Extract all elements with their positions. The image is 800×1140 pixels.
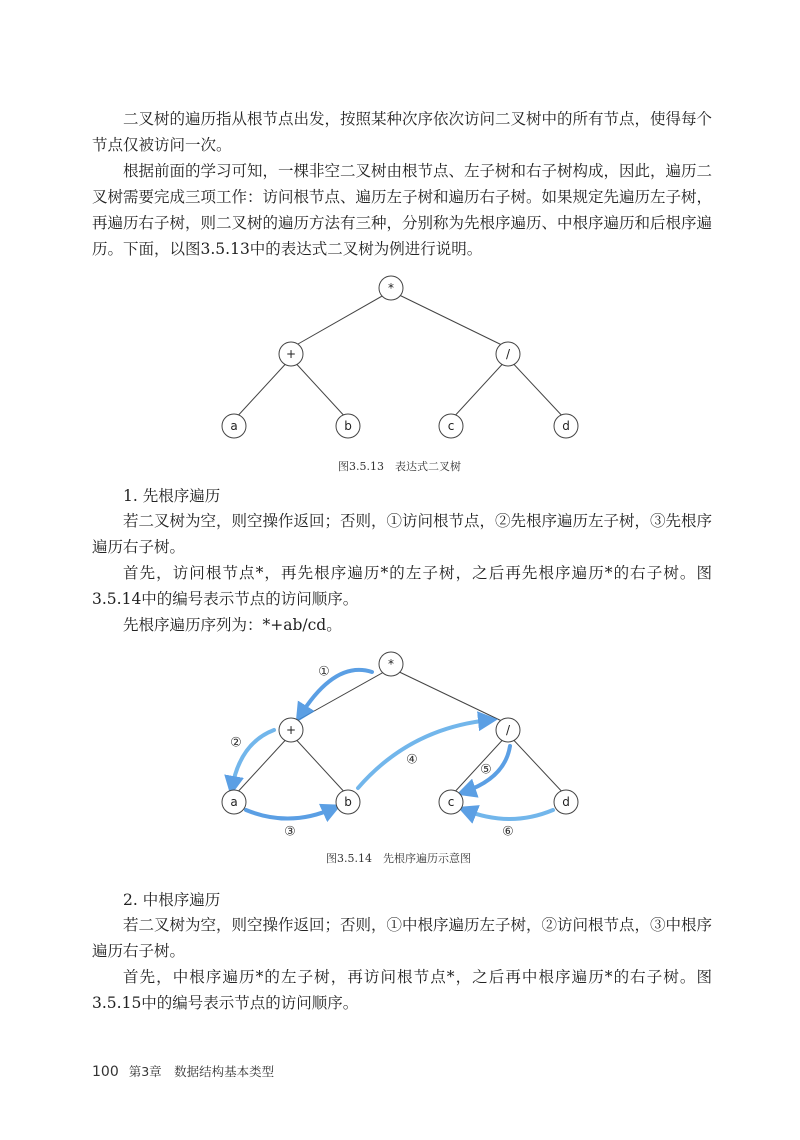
tree-edge xyxy=(391,668,508,724)
svg-text:/: / xyxy=(505,347,511,361)
step-label-6: ⑥ xyxy=(502,824,514,840)
section-1-paragraph-1: 若二叉树为空，则空操作返回；否则，①访问根节点，②先根序遍历左子树，③先根序遍历右子树。 xyxy=(92,512,713,556)
svg-text:c: c xyxy=(447,795,455,809)
tree-edge xyxy=(291,734,348,796)
page-number: 100 xyxy=(92,1064,119,1080)
tree-edge xyxy=(508,358,566,420)
step-label-4: ④ xyxy=(406,752,418,768)
section-1-heading: 1. 先根序遍历 xyxy=(123,487,221,505)
tree-edge xyxy=(451,358,508,420)
preorder-traversal-figure xyxy=(0,648,800,848)
tree-node-a xyxy=(222,790,246,814)
tree-node-slash xyxy=(496,342,520,366)
step-label-2: ② xyxy=(230,735,242,751)
intro-paragraph-1: 二叉树的遍历指从根节点出发，按照某种次序依次访问二叉树中的所有节点，使得每个节点仅被访问一次。 xyxy=(92,110,713,154)
svg-text:c: c xyxy=(447,419,455,433)
tree-node-b xyxy=(336,790,360,814)
tree-node-c xyxy=(439,790,463,814)
tree-edge xyxy=(291,291,391,348)
svg-text:*: * xyxy=(388,281,394,295)
section-1-paragraph-2: 首先，访问根节点*，再先根序遍历*的左子树，之后再先根序遍历*的右子树。图3.5.14中的编号表示节点的访问顺序。 xyxy=(92,564,712,608)
page-footer xyxy=(92,1062,274,1080)
section-1-paragraph-3: 先根序遍历序列为：*+ab/cd。 xyxy=(123,616,342,634)
svg-text:b: b xyxy=(344,419,352,433)
svg-text:b: b xyxy=(344,795,352,809)
tree-node-b xyxy=(336,414,360,438)
tree-node-slash xyxy=(496,718,520,742)
step-label-3: ③ xyxy=(284,824,296,840)
chapter-title: 第3章 数据结构基本类型 xyxy=(128,1064,275,1079)
tree-node-a xyxy=(222,414,246,438)
tree-node-d xyxy=(554,414,578,438)
tree-node-root xyxy=(379,276,403,300)
tree-edge xyxy=(291,358,348,420)
step-label-1: ① xyxy=(318,664,330,680)
tree-edge xyxy=(291,668,391,724)
figure-caption-3-5-13: 图3.5.13 表达式二叉树 xyxy=(338,460,461,473)
tree-node-plus xyxy=(279,718,303,742)
svg-text:d: d xyxy=(562,419,570,433)
tree-edge xyxy=(508,734,566,796)
tree-node-c xyxy=(439,414,463,438)
section-2-paragraph-2: 首先，中根序遍历*的左子树，再访问根节点*，之后再中根序遍历*的右子树。图3.5.15中的编号表示节点的访问顺序。 xyxy=(92,968,712,1012)
traversal-arrow-1 xyxy=(300,670,372,716)
svg-text:a: a xyxy=(230,795,238,809)
svg-text:+: + xyxy=(285,723,297,737)
tree-node-plus xyxy=(279,342,303,366)
svg-text:/: / xyxy=(505,723,511,737)
svg-text:d: d xyxy=(562,795,570,809)
tree-edge xyxy=(234,358,291,420)
expression-tree-figure xyxy=(0,274,800,454)
tree-edge xyxy=(234,734,291,796)
figure-caption-3-5-14: 图3.5.14 先根序遍历示意图 xyxy=(326,852,471,865)
tree-node-d xyxy=(554,790,578,814)
svg-text:a: a xyxy=(230,419,238,433)
traversal-arrow-6 xyxy=(465,810,553,819)
section-2-paragraph-1: 若二叉树为空，则空操作返回；否则，①中根序遍历左子树，②访问根节点，③中根序遍历右子树。 xyxy=(92,916,713,960)
svg-text:*: * xyxy=(388,657,394,671)
traversal-arrow-4 xyxy=(358,720,490,788)
traversal-arrow-3 xyxy=(246,808,334,819)
section-2-heading: 2. 中根序遍历 xyxy=(123,891,221,909)
tree-edge xyxy=(391,291,508,348)
intro-paragraph-2: 根据前面的学习可知，一棵非空二叉树由根节点、左子树和右子树构成，因此，遍历二叉树需要完成三项工作：访问根节点、遍历左子树和遍历右子树。如果规定先遍历左子树，再遍历右子树，则二叉树的遍历方法有三种，分别称为先根序遍历、中根序遍历和后根序遍历。下面，以图3.5.13中的表达式二叉树为例进行说明。 xyxy=(92,162,713,258)
tree-node-root xyxy=(379,652,403,676)
svg-text:+: + xyxy=(285,347,297,361)
step-label-5: ⑤ xyxy=(480,762,492,778)
